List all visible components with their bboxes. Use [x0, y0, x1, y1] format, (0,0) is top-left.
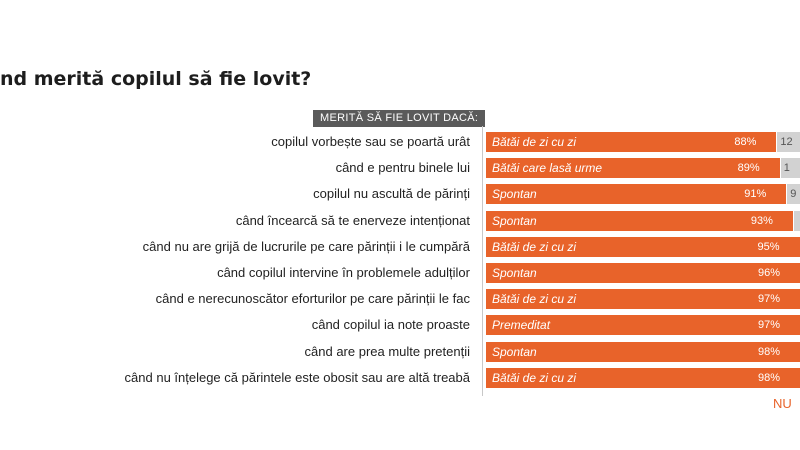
legend-entry-nu: NU: [773, 396, 792, 411]
bar-tag: Spontan: [492, 344, 537, 359]
category-label: copilul nu ascultă de părinți: [313, 186, 470, 202]
data-label: 97%: [757, 319, 780, 332]
bar-row: [0, 262, 800, 284]
bar-tag: Spontan: [492, 213, 537, 228]
data-label: 98%: [757, 345, 780, 358]
bar-row: [0, 367, 800, 389]
bar-row: [0, 288, 800, 310]
data-label: 91%: [744, 188, 767, 201]
data-label: 89%: [737, 162, 760, 175]
bar-row: [0, 341, 800, 363]
data-label: 98%: [757, 371, 780, 384]
bar-row: [0, 131, 800, 153]
bar-da: [486, 368, 800, 388]
category-label: copilul vorbește sau se poartă urât: [271, 134, 470, 149]
data-label: 93%: [750, 214, 773, 227]
data-label: 97%: [757, 293, 780, 306]
data-label: 96%: [757, 267, 780, 279]
bar-row: [0, 314, 800, 336]
data-label: 95%: [757, 240, 780, 253]
data-label-nu: 9: [790, 188, 797, 201]
bar-tag: Spontan: [492, 187, 537, 202]
chart-header: MERITĂ SĂ FIE LOVIT DACĂ:: [313, 110, 485, 127]
bar-tag: Bătăi de zi cu zi: [492, 135, 577, 149]
bar-tag: Bătăi de zi cu zi: [492, 292, 577, 307]
bar-da: [486, 211, 793, 231]
bar-nu: [777, 132, 800, 152]
bar-da: [486, 289, 800, 309]
bar-nu: [794, 211, 800, 231]
bar-tag: Bătăi de zi cu zi: [492, 239, 577, 254]
bar-da: [486, 184, 786, 204]
bar-da: [486, 342, 800, 362]
bar-da: [486, 315, 800, 335]
bar-tag: Premeditat: [492, 318, 551, 333]
data-label-nu: 1: [783, 162, 790, 175]
bar-row: [0, 157, 800, 179]
bar-da: [486, 263, 800, 283]
data-label: 88%: [734, 136, 757, 148]
category-label: când are prea multe pretenții: [304, 343, 470, 359]
bar-tag: Spontan: [492, 266, 537, 280]
bar-da: [486, 132, 776, 152]
bar-row: [0, 236, 800, 258]
bar-tag: Bătăi de zi cu zi: [492, 370, 577, 385]
bar-da: [486, 237, 800, 257]
bar-row: [0, 183, 800, 205]
chart-title: nd merită copilul să fie lovit?: [0, 68, 312, 90]
category-label: când încearcă să te enerveze intenționat: [235, 212, 470, 228]
bar-da: [486, 158, 780, 178]
bar-tag: Bătăi care lasă urme: [492, 161, 603, 176]
category-label: când e pentru binele lui: [335, 160, 470, 176]
category-label: când copilul ia note proaste: [311, 317, 470, 333]
category-label: când e nerecunoscător eforturilor pe care părinții le fac: [155, 291, 470, 307]
category-label: când nu are grijă de lucrurile pe care părinții i le cumpără: [142, 238, 470, 254]
bar-nu: [787, 184, 800, 204]
category-label: când nu înțelege că părintele este obosit sau are altă treabă: [124, 369, 470, 385]
data-label-nu: 12: [780, 136, 793, 148]
bar-nu: [781, 158, 800, 178]
category-label: când copilul intervine în problemele adulților: [217, 265, 470, 280]
bar-row: [0, 210, 800, 232]
